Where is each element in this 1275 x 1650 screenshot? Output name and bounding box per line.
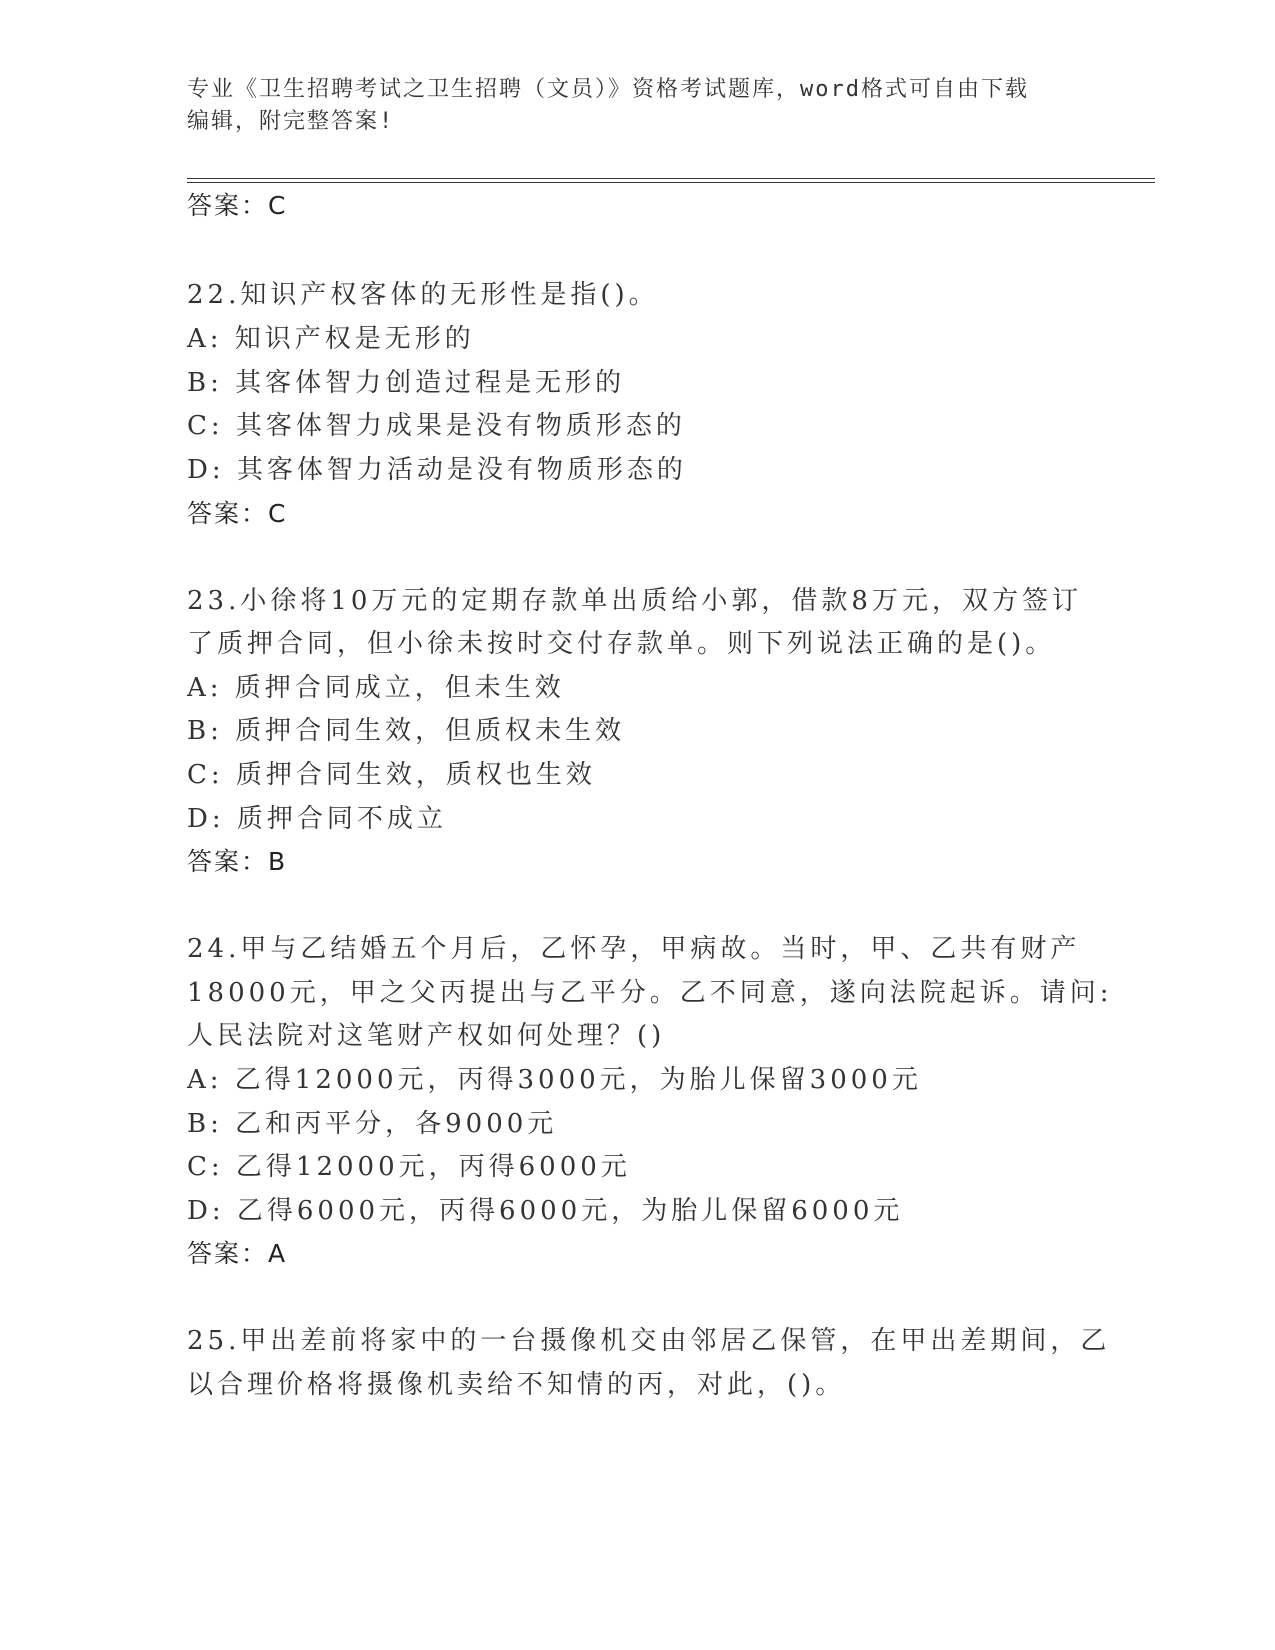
q22-option-d: D: 其客体智力活动是没有物质形态的	[187, 455, 687, 485]
q23-option-a: A: 质押合同成立，但未生效	[187, 673, 565, 703]
q24-stem-line-2: 18000元，甲之父丙提出与乙平分。乙不同意，遂向法院起诉。请问:	[187, 978, 1113, 1008]
header-line-2: 编辑，附完整答案!	[187, 109, 395, 134]
q24-option-c: C: 乙得12000元，丙得6000元	[187, 1152, 631, 1182]
q23-option-d: D: 质押合同不成立	[187, 804, 447, 834]
q22-option-c: C: 其客体智力成果是没有物质形态的	[187, 411, 686, 441]
q25-stem-line-2: 以合理价格将摄像机卖给不知情的丙，对此，()。	[187, 1370, 846, 1400]
header-line-1: 专业《卫生招聘考试之卫生招聘（文员）》资格考试题库，word格式可自由下载	[187, 77, 1029, 102]
q23-answer: 答案：B	[187, 847, 288, 876]
q25-stem-line-1: 25.甲出差前将家中的一台摄像机交由邻居乙保管，在甲出差期间，乙	[187, 1326, 1111, 1356]
q24-answer: 答案：A	[187, 1239, 288, 1268]
q24-option-d: D: 乙得6000元，丙得6000元，为胎儿保留6000元	[187, 1196, 904, 1226]
q23-option-c: C: 质押合同生效，质权也生效	[187, 760, 596, 790]
header-divider-top	[187, 178, 1155, 179]
q22-option-a: A: 知识产权是无形的	[187, 324, 475, 354]
q24-stem-line-3: 人民法院对这笔财产权如何处理？()	[187, 1021, 666, 1051]
q23-option-b: B: 质押合同生效，但质权未生效	[187, 716, 626, 746]
q24-option-a: A: 乙得12000元，丙得3000元，为胎儿保留3000元	[187, 1065, 922, 1095]
q22-stem: 22.知识产权客体的无形性是指()。	[187, 280, 659, 310]
q24-option-b: B: 乙和丙平分，各9000元	[187, 1109, 558, 1139]
q24-stem-line-1: 24.甲与乙结婚五个月后，乙怀孕，甲病故。当时，甲、乙共有财产	[187, 934, 1081, 964]
answer-previous: 答案：C	[187, 191, 288, 220]
q22-answer: 答案：C	[187, 499, 288, 528]
q22-option-b: B: 其客体智力创造过程是无形的	[187, 368, 626, 398]
q23-stem-line-2: 了质押合同，但小徐未按时交付存款单。则下列说法正确的是()。	[187, 629, 1056, 659]
q23-stem-line-1: 23.小徐将10万元的定期存款单出质给小郭，借款8万元，双方签订	[187, 586, 1082, 616]
header-divider-bottom	[187, 182, 1155, 183]
document-header	[187, 74, 1087, 138]
